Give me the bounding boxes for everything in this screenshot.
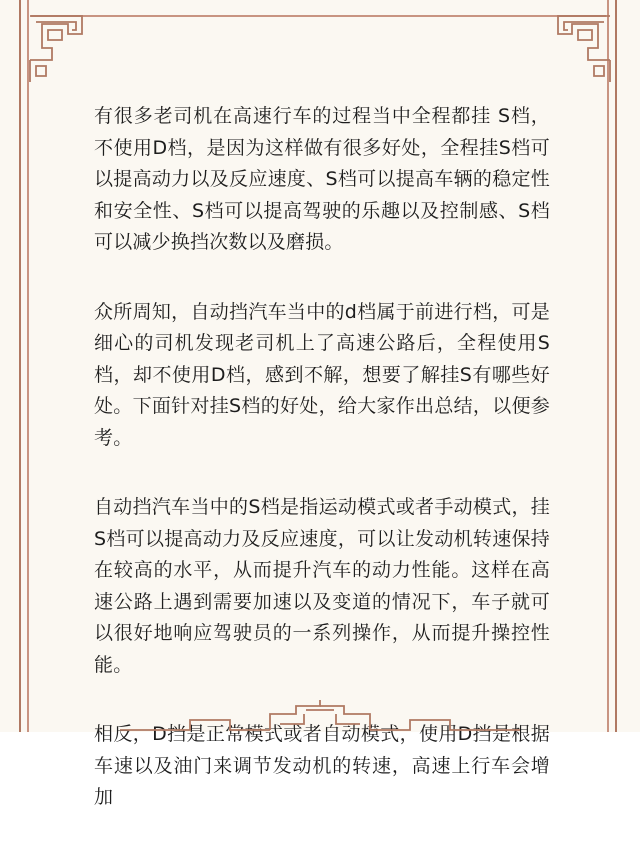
- paragraph-1: 有很多老司机在高速行车的过程当中全程都挂 S档，不使用D档，是因为这样做有很多好处，全程挂S档可以提高动力以及反应速度、S档可以提高车辆的稳定性和安全性、S档可以提高驾驶的乐趣以及控制感、S档可以减少换挡次数以及磨损。: [94, 105, 550, 253]
- paragraph-3: 自动挡汽车当中的S档是指运动模式或者手动模式，挂S档可以提高动力及反应速度，可以让发动机转速保持在较高的水平，从而提升汽车的动力性能。这样在高速公路上遇到需要加速以及变道的情况下，车子就可以很好地响应驾驶员的一系列操作，从而提升操控性能。: [94, 496, 550, 676]
- paragraph-2: 众所周知，自动挡汽车当中的d档属于前进行档，可是细心的司机发现老司机上了高速公路后，全程使用S档，却不使用D档，感到不解，想要了解挂S有哪些好处。下面针对挂S档的好处，给大家作出总结，以便参考。: [94, 300, 550, 449]
- corner-ornament-top-left: [28, 14, 84, 84]
- article-body: [94, 101, 550, 852]
- frame-top-line: [31, 15, 606, 17]
- paragraph-4: 相反，D挡是正常模式或者自动模式，使用D挡是根据车速以及油门来调节发动机的转速，高速上行车会增加: [94, 723, 550, 808]
- corner-ornament-top-right: [556, 14, 612, 84]
- bottom-fret-ornament: [120, 696, 520, 732]
